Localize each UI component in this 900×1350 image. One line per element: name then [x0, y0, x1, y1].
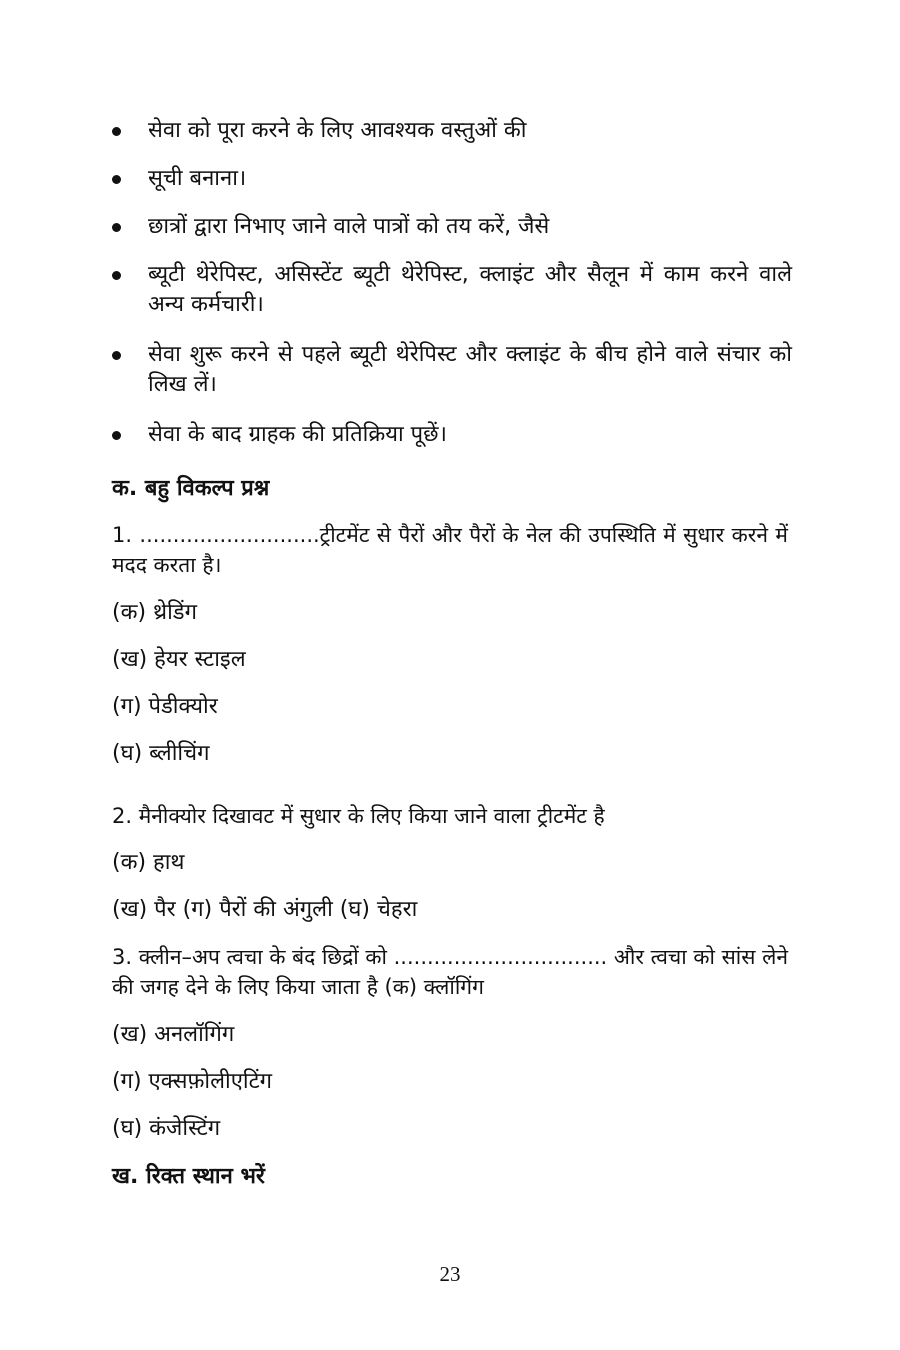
bullet-icon: [112, 223, 121, 232]
question-3-option: (ग) एक्सफ़ोलीएटिंग: [112, 1069, 273, 1094]
bullet-text: सेवा के बाद ग्राहक की प्रतिक्रिया पूछें।: [148, 422, 447, 447]
bullet-icon: [112, 431, 121, 440]
question-1-option: (घ) ब्लीचिंग: [112, 741, 210, 766]
question-3: 3. क्लीन–अप त्वचा के बंद छिद्रों को ................................ और त्वचा को सांस लेने की जगह देने के लिए किया जाता है (क) क्लॉगिंग: [112, 945, 788, 999]
bullet-text: सूची बनाना।: [148, 166, 247, 191]
question-2-option: (क) हाथ: [112, 850, 185, 875]
bullet-item: [112, 116, 792, 146]
section-heading-fill-blanks: ख. रिक्त स्थान भरें: [112, 1164, 265, 1189]
bullet-item: [112, 340, 792, 400]
bullet-text: सेवा को पूरा करने के लिए आवश्यक वस्तुओं की: [148, 118, 527, 143]
question-3-option: (ख) अनलॉगिंग: [112, 1022, 235, 1047]
question-2-option: (ख) पैर (ग) पैरों की अंगुली (घ) चेहरा: [112, 897, 418, 922]
bullet-text: सेवा शुरू करने से पहले ब्यूटी थेरेपिस्ट और क्लाइंट के बीच होने वाले संचार को लिख लें।: [148, 342, 792, 397]
bullet-text: छात्रों द्वारा निभाए जाने वाले पात्रों को तय करें, जैसे: [148, 214, 550, 239]
question-1-option: (ग) पेडीक्योर: [112, 694, 218, 719]
bullet-item: [112, 212, 792, 242]
question-3-option: (घ) कंजेस्टिंग: [112, 1116, 221, 1141]
bullet-item: [112, 260, 792, 320]
bullet-icon: [112, 175, 121, 184]
bullet-icon: [112, 351, 121, 360]
question-1: 1. ...........................ट्रीटमेंट से पैरों और पैरों के नेल की उपस्थिति में सुधार करने में मदद करता है।: [112, 523, 788, 577]
page-number: 23: [439, 1262, 461, 1286]
question-1-option: (क) थ्रेडिंग: [112, 600, 197, 625]
bullet-icon: [112, 127, 121, 136]
bullet-item: [112, 420, 792, 450]
question-2: 2. मैनीक्योर दिखावट में सुधार के लिए किया जाने वाला ट्रीटमेंट है: [112, 804, 605, 828]
section-heading-mcq: क. बहु विकल्प प्रश्न: [112, 476, 270, 501]
question-1-option: (ख) हेयर स्टाइल: [112, 647, 246, 672]
bullet-icon: [112, 271, 121, 280]
bullet-text: ब्यूटी थेरेपिस्ट, असिस्टेंट ब्यूटी थेरेपिस्ट, क्लाइंट और सैलून में काम करने वाले अन्य कर्मचारी।: [148, 262, 792, 317]
bullet-item: [112, 164, 792, 194]
